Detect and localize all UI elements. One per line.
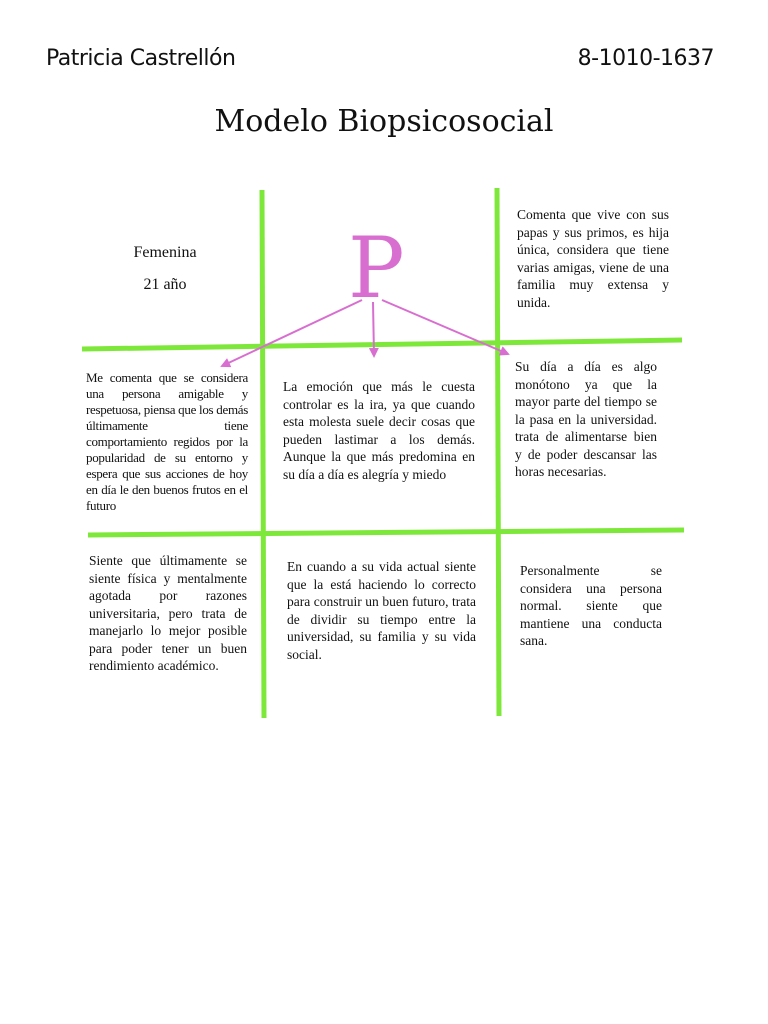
gender-label: Femenina xyxy=(133,244,197,261)
self-perception-text: Me comenta que se considera una persona amigable y respetuosa, piensa que los demás últimamente tiene comportamiento regidos por la popularidad de su entorno y espera que sus acciones de hoy en día le den buenos frutos en el futuro xyxy=(86,370,248,513)
personal-conduct-text: Personalmente se considera una persona normal. siente que mantiene una conducta sana. xyxy=(520,563,662,648)
grid-line-horizontal-top xyxy=(82,340,682,349)
page-title: Modelo Biopsicosocial xyxy=(214,104,554,139)
id-number: 8-1010-1637 xyxy=(577,46,714,71)
physical-mental-text: Siente que últimamente se siente física y mentalmente agotada por razones universitaria, pero trata de manejarlo lo mejor posible para poder tener un buen rendimiento académico. xyxy=(89,553,247,673)
center-letter: P xyxy=(348,219,405,317)
grid-line-vertical-left xyxy=(262,190,264,718)
emotion-text: La emoción que más le cuesta controlar es la ira, ya que cuando esta molesta suele decir cosas que pueden lastimar a los demás. Aunque la que más predomina en su día a día es alegría y miedo xyxy=(283,379,475,482)
social-family-text: Comenta que vive con sus papas y sus primos, es hija única, considera que tiene varias amigas, viene de una familia muy extensa y unida. xyxy=(517,207,669,310)
age-label: 21 año xyxy=(143,276,187,293)
current-life-text: En cuando a su vida actual siente que la está haciendo lo correcto para construir un buen futuro, trata de dividir su tiempo entre la universidad, su familia y su vida social. xyxy=(287,559,476,662)
daily-life-text: Su día a día es algo monótono ya que la mayor parte del tiempo se la pasa en la universidad. trata de alimentarse bien y de poder descansar las horas necesarias. xyxy=(515,359,657,479)
arrow-left xyxy=(222,300,362,366)
author-name: Patricia Castrellón xyxy=(46,46,236,71)
grid-line-horizontal-bottom xyxy=(88,530,684,535)
grid-line-vertical-right xyxy=(497,188,499,716)
